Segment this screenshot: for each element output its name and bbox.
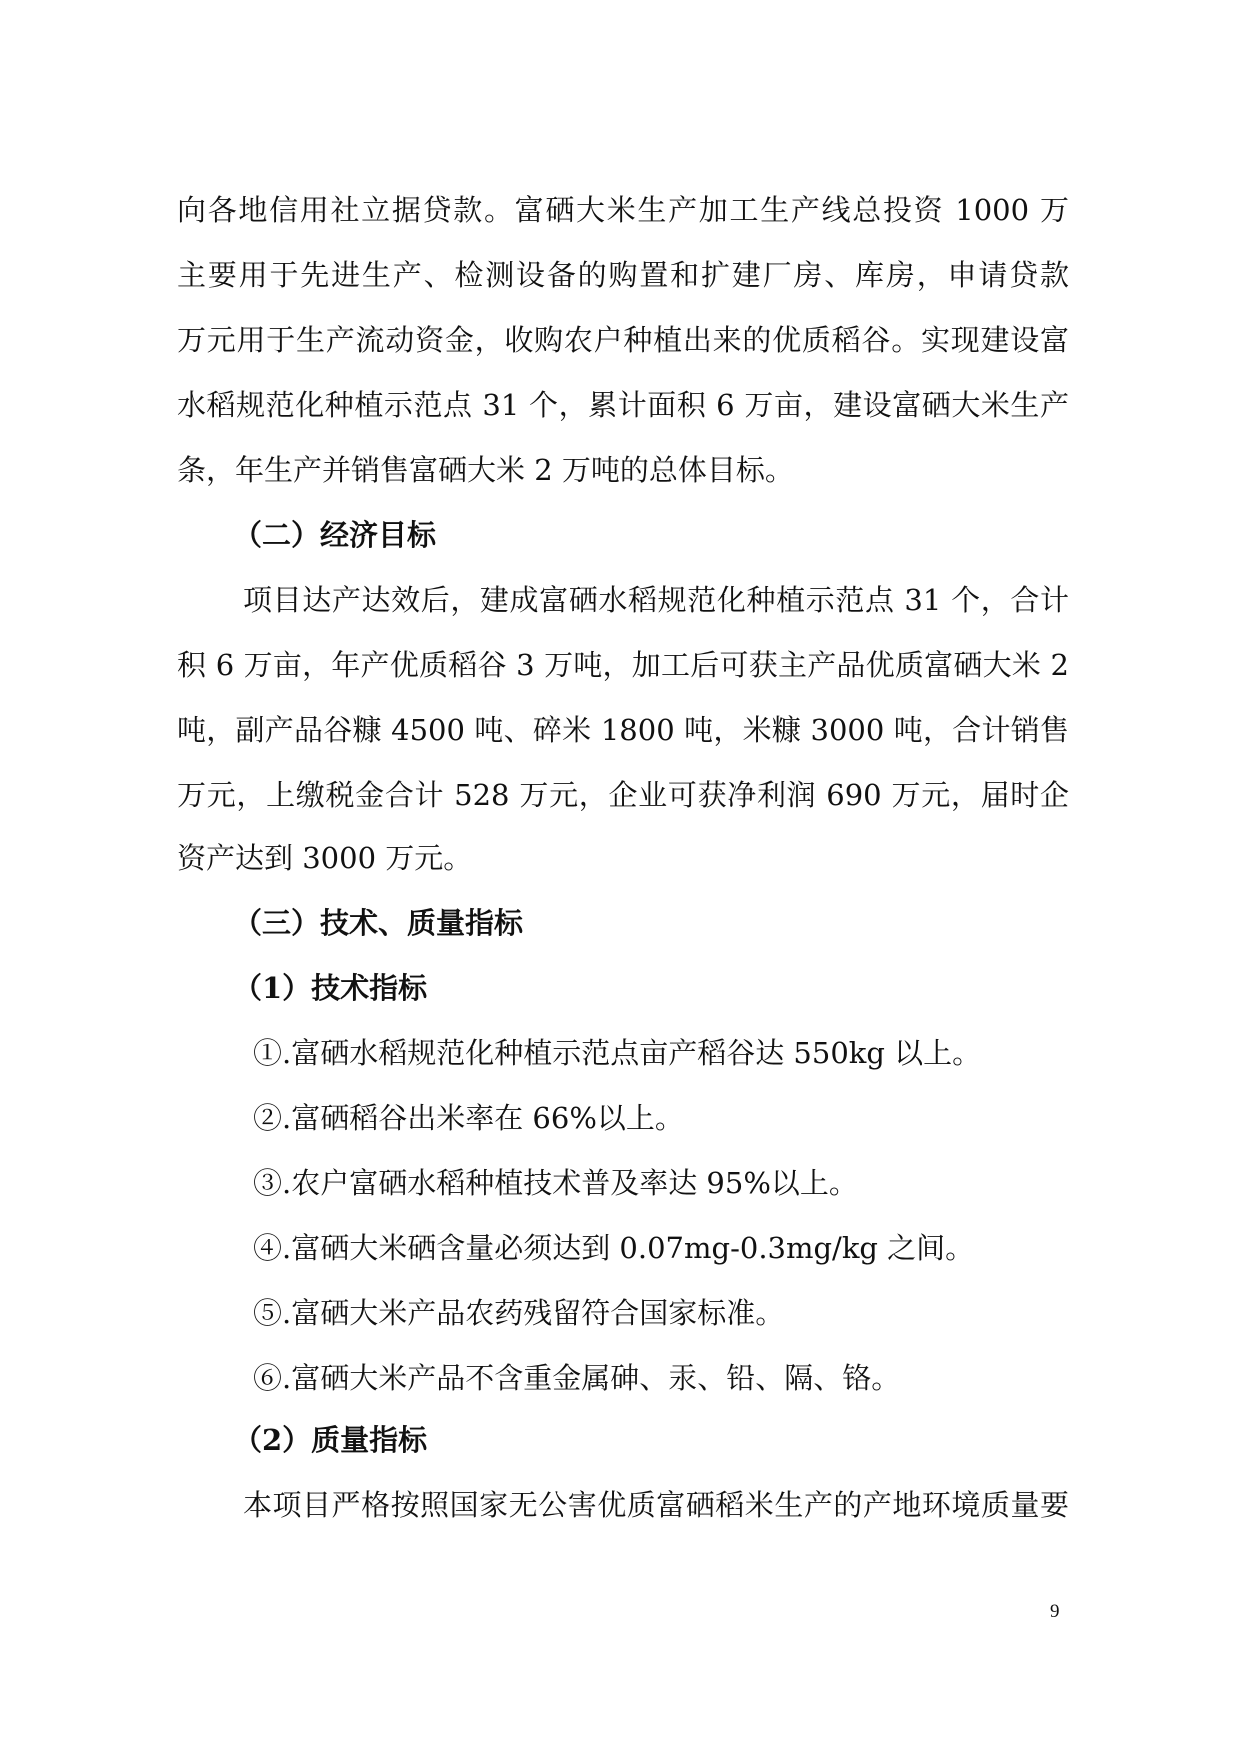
body-line: 本项目严格按照国家无公害优质富硒稻米生产的产地环境质量要 [243,1488,1069,1522]
page-number: 9 [1050,1601,1060,1622]
body-line: 万元用于生产流动资金，收购农户种植出来的优质稻谷。实现建设富 [177,323,1069,357]
list-item: ③.农户富硒水稻种植技术普及率达 95%以上。 [253,1166,858,1200]
body-line: 条，年生产并销售富硒大米 2 万吨的总体目标。 [177,453,794,487]
body-line: 资产达到 3000 万元。 [177,841,473,875]
list-item: ④.富硒大米硒含量必须达到 0.07mg-0.3mg/kg 之间。 [253,1231,975,1265]
body-line: 向各地信用社立据贷款。富硒大米生产加工生产线总投资 1000 万 [177,193,1069,227]
list-item: ①.富硒水稻规范化种植示范点亩产稻谷达 550kg 以上。 [253,1036,982,1070]
list-item: ⑤.富硒大米产品农药残留符合国家标准。 [253,1296,785,1330]
list-item: ⑥.富硒大米产品不含重金属砷、汞、铅、隔、铬。 [253,1361,901,1395]
body-line: 万元，上缴税金合计 528 万元，企业可获净利润 690 万元，届时企 [177,778,1069,812]
body-line: 水稻规范化种植示范点 31 个，累计面积 6 万亩，建设富硒大米生产 [177,388,1069,422]
subsection-heading: （2）质量指标 [233,1423,428,1457]
body-line: 项目达产达效后，建成富硒水稻规范化种植示范点 31 个，合计 [243,583,1069,617]
section-heading: （三）技术、质量指标 [233,906,524,940]
body-line: 积 6 万亩，年产优质稻谷 3 万吨，加工后可获主产品优质富硒大米 2 [177,648,1069,682]
list-item: ②.富硒稻谷出米率在 66%以上。 [253,1101,684,1135]
subsection-heading: （1）技术指标 [233,971,428,1005]
body-line: 主要用于先进生产、检测设备的购置和扩建厂房、库房，申请贷款 [177,258,1069,292]
body-line: 吨，副产品谷糠 4500 吨、碎米 1800 吨，米糠 3000 吨，合计销售 [177,713,1069,747]
section-heading: （二）经济目标 [233,518,437,552]
